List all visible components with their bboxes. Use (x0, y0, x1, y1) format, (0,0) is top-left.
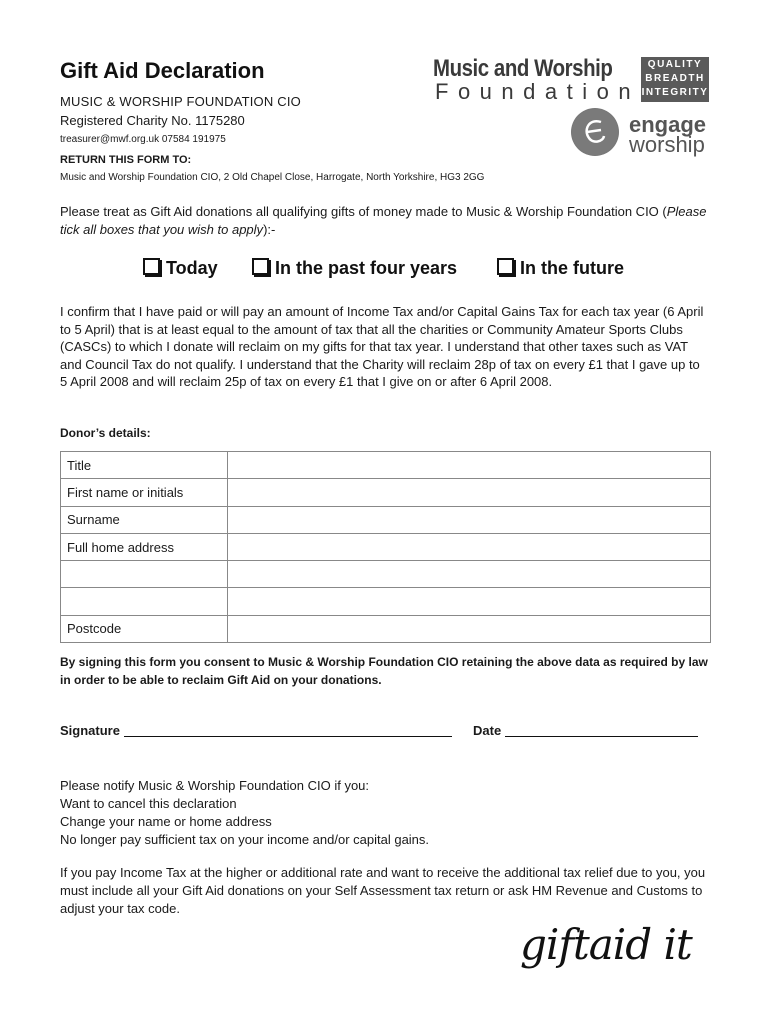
notify-block (60, 777, 429, 849)
checkbox-icon[interactable] (497, 258, 514, 275)
intro-tail: ):- (263, 222, 276, 237)
music-worship-foundation-logo (433, 55, 713, 105)
field-label: Full home address (61, 533, 228, 560)
surname-field[interactable] (228, 506, 711, 533)
return-heading: RETURN THIS FORM TO: (60, 154, 192, 166)
engage-emblem-icon (571, 108, 619, 156)
field-label (61, 561, 228, 588)
date-row (473, 723, 698, 738)
signature-label: Signature (60, 723, 120, 738)
giftaid-logo: giftaid it (520, 920, 692, 969)
notify-line: Change your name or home address (60, 814, 272, 829)
logo-tag: QUALITY (647, 59, 703, 70)
date-line[interactable] (505, 724, 698, 737)
confirmation-paragraph: I confirm that I have paid or will pay an amount of Income Tax and/or Capital Gains Tax for each tax year (6 April to 5 April) that is at least equal to the amount of tax that all the charities or Community Amateur Sports Clubs (CASCs) to which I donate will reclaim on my gifts for that tax year. I understand that other taxes such as VAT and Council Tax do not qualify. I understand that the Charity will reclaim 28p of tax on every £1 that I gave up to 5 April 2008 and will reclaim 25p of tax on every £1 that I give on or after 6 April 2008. (60, 304, 704, 389)
logo-line-1: Music and Worship (433, 55, 613, 82)
first-name-field[interactable] (228, 479, 711, 506)
donor-details-table (60, 451, 711, 643)
return-address: Music and Worship Foundation CIO, 2 Old Chapel Close, Harrogate, North Yorkshire, HG3 2GG (60, 172, 485, 183)
notify-line: No longer pay sufficient tax on your income and/or capital gains. (60, 832, 430, 847)
table-row (61, 452, 711, 479)
field-label: Postcode (61, 615, 228, 642)
higher-rate-paragraph: If you pay Income Tax at the higher or additional rate and want to receive the additional tax relief due to you, you must include all your Gift Aid donations on your Self Assessment tax return or ask HM Revenue and Customs to adjust your tax code. (60, 865, 706, 916)
organisation-name: MUSIC & WORSHIP FOUNDATION CIO (60, 94, 301, 109)
signature-line[interactable] (124, 724, 452, 737)
option-label: In the future (520, 258, 624, 278)
consent-statement: By signing this form you consent to Music & Worship Foundation CIO retaining the above data as required by law in order to be able to reclaim Gift Aid on your donations. (60, 655, 708, 687)
logo-tag: BREADTH (645, 73, 705, 84)
field-label (61, 588, 228, 615)
donor-details-heading: Donor’s details: (60, 426, 151, 440)
field-label: Title (61, 452, 228, 479)
logo-tag: INTEGRITY (641, 87, 709, 98)
option-label: In the past four years (275, 258, 458, 278)
logo-tag-box (641, 57, 709, 102)
address-field-2[interactable] (228, 561, 711, 588)
intro-paragraph: Please treat as Gift Aid donations all qualifying gifts of money made to Music & Worship Foundation CIO (Please tick all boxes that you wish to apply):- (60, 204, 707, 237)
title-field[interactable] (228, 452, 711, 479)
signature-row (60, 723, 452, 738)
option-past-four-years[interactable] (252, 258, 457, 279)
table-row (61, 479, 711, 506)
notify-line: Please notify Music & Worship Foundation CIO if you: (60, 778, 370, 793)
table-row (61, 506, 711, 533)
page-title: Gift Aid Declaration (60, 58, 265, 83)
table-row (61, 615, 711, 642)
charity-number: Registered Charity No. 1175280 (60, 113, 245, 128)
logo-line-2: Foundation (435, 79, 641, 104)
option-label: Today (166, 258, 218, 278)
address-field-3[interactable] (228, 588, 711, 615)
address-field-1[interactable] (228, 533, 711, 560)
table-row (61, 561, 711, 588)
engage-worship-logo (571, 108, 716, 158)
option-future[interactable] (497, 258, 624, 279)
notify-line: Want to cancel this declaration (60, 796, 237, 811)
checkbox-icon[interactable] (252, 258, 269, 275)
option-today[interactable] (143, 258, 218, 279)
contact-details: treasurer@mwf.org.uk 07584 191975 (60, 134, 226, 145)
postcode-field[interactable] (228, 615, 711, 642)
field-label: Surname (61, 506, 228, 533)
intro-text: Please treat as Gift Aid donations all qualifying gifts of money made to Music & Worship Foundation CIO (60, 204, 659, 219)
worship-text: worship (629, 132, 705, 157)
engage-text: engage (629, 112, 707, 137)
table-row (61, 533, 711, 560)
checkbox-icon[interactable] (143, 258, 160, 275)
field-label: First name or initials (61, 479, 228, 506)
table-row (61, 588, 711, 615)
date-label: Date (473, 723, 502, 738)
intro-instruction: Please tick all boxes that you wish to apply (60, 204, 707, 237)
